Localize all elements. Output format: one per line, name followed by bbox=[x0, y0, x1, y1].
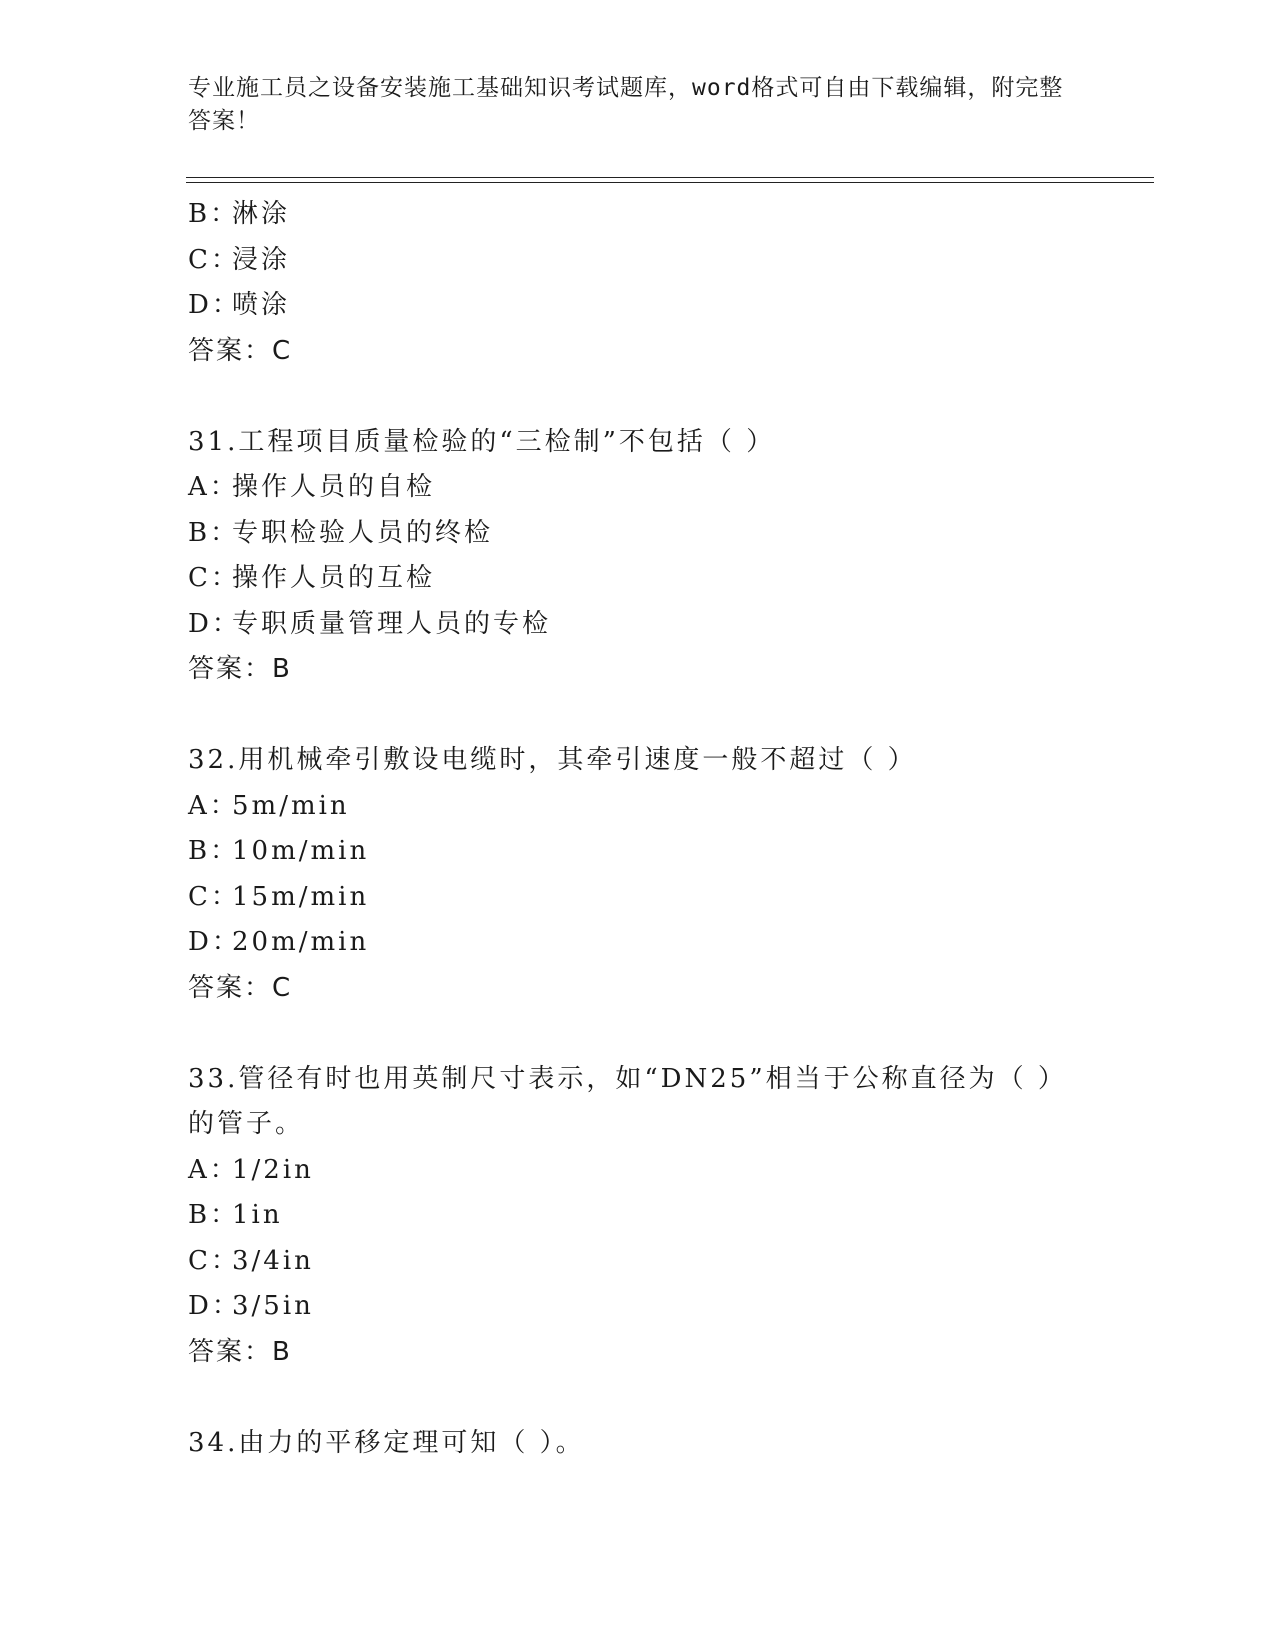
answer-line: 答案：C bbox=[188, 335, 293, 366]
question-content bbox=[188, 192, 1088, 1466]
option-d: D：3/5in bbox=[188, 1291, 314, 1321]
document-header: 专业施工员之设备安装施工基础知识考试题库，word格式可自由下载编辑，附完整答案！ bbox=[188, 75, 1064, 134]
option-d: D：20m/min bbox=[188, 927, 370, 957]
question-stem: 33.管径有时也用英制尺寸表示，如“DN25”相当于公称直径为（ ） bbox=[188, 1063, 1067, 1094]
option-c: C：操作人员的互检 bbox=[188, 563, 436, 593]
option-b: B：1in bbox=[188, 1200, 283, 1230]
option-b: B：专职检验人员的终检 bbox=[188, 517, 494, 548]
spacer bbox=[188, 1375, 1088, 1421]
header-divider-bottom bbox=[186, 182, 1154, 183]
option-c: C：15m/min bbox=[188, 881, 370, 912]
spacer bbox=[188, 693, 1088, 739]
spacer bbox=[188, 1011, 1088, 1057]
answer-line: 答案：B bbox=[188, 654, 292, 684]
option-d: D：喷涂 bbox=[188, 290, 291, 320]
option-c: C：浸涂 bbox=[188, 244, 291, 275]
option-a: A：1/2in bbox=[188, 1154, 314, 1185]
question-stem: 34.由力的平移定理可知（ ）。 bbox=[188, 1427, 585, 1458]
option-b: B：淋涂 bbox=[188, 199, 291, 229]
question-stem-continued: 的管子。 bbox=[188, 1109, 305, 1139]
option-b: B：10m/min bbox=[188, 836, 370, 866]
answer-line: 答案：C bbox=[188, 972, 293, 1003]
option-a: A：操作人员的自检 bbox=[188, 472, 436, 502]
header-divider-top bbox=[186, 177, 1154, 178]
option-d: D：专职质量管理人员的专检 bbox=[188, 608, 552, 639]
option-c: C：3/4in bbox=[188, 1245, 314, 1276]
option-a: A：5m/min bbox=[188, 790, 350, 821]
answer-line: 答案：B bbox=[188, 1336, 292, 1367]
question-stem: 32.用机械牵引敷设电缆时，其牵引速度一般不超过（ ） bbox=[188, 745, 917, 775]
spacer bbox=[188, 374, 1088, 420]
question-stem: 31.工程项目质量检验的“三检制”不包括（ ） bbox=[188, 426, 776, 457]
